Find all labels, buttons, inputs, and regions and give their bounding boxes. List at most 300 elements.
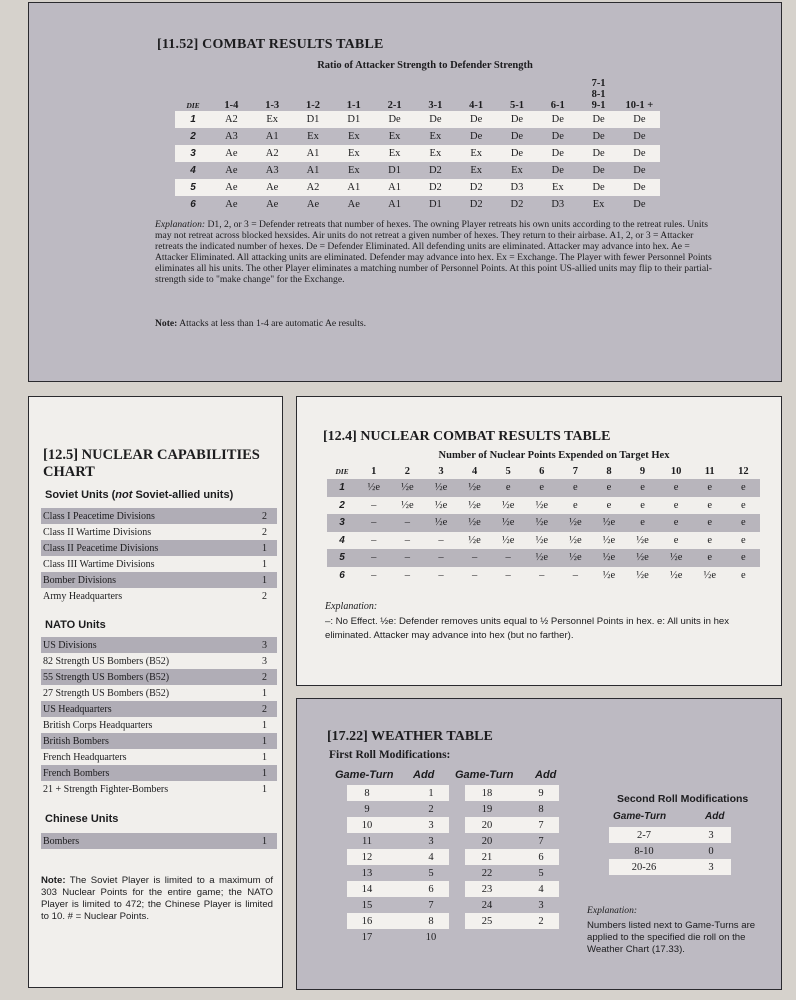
game-turn-value: 17 [361,931,373,943]
add-value: 2 [428,803,434,815]
points-column-header: 3 [438,465,444,477]
result-cell: ½e [468,499,481,511]
die-cell: 6 [339,569,345,581]
unit-name: Army Headquarters [43,590,123,602]
result-cell: – [357,549,391,567]
add-header: Add [705,811,725,822]
list-item [41,669,277,685]
result-cell: Ex [347,131,360,142]
result-cell: ½e [659,549,693,567]
odds-column-header: 2-1 [387,100,402,111]
list-item [41,540,277,556]
unit-name: French Headquarters [43,751,127,763]
add-value: 7 [428,899,434,911]
unit-name: French Bombers [43,767,110,779]
table-row [327,567,760,585]
result-cell: e [693,549,727,567]
result-cell: ½e [468,534,481,546]
result-cell: ½e [569,534,582,546]
combat-results-explanation [155,219,715,286]
die-cell: 2 [339,499,345,511]
add-value: 1 [428,787,434,799]
list-item [41,556,277,572]
list-item [609,827,731,843]
result-cell: – [371,534,377,546]
explanation-label: Explanation: [587,905,638,916]
explanation-label: Explanation: [325,601,378,612]
add-value: 3 [708,861,714,873]
points-column-header: 6 [539,465,545,477]
list-item [465,913,559,929]
nuclear-points: 2 [262,526,267,538]
die-cell: 1 [327,479,357,497]
table-row [327,479,760,497]
result-cell: e [673,499,679,511]
add-value: 8 [538,803,544,815]
result-cell: ½e [501,534,515,546]
add-value: 8 [428,915,434,927]
result-cell: – [438,534,444,546]
odds-column-header: 6-1 [550,100,565,111]
list-item [465,785,559,801]
result-cell: e [727,549,761,567]
result-cell: e [693,514,727,532]
nuclear-points: 2 [262,590,267,602]
points-column-header: 2 [404,465,411,477]
list-item [347,817,449,833]
list-item [347,881,449,897]
table-row [175,145,660,162]
unit-name: Class II Wartime Divisions [43,526,152,538]
table-row [175,128,660,145]
weather-explanation: Numbers listed next to Game-Turns are applied to the specified die roll on the Weather Chart (17.33). [587,920,756,955]
result-cell: – [391,514,425,532]
result-cell: A1 [374,179,415,196]
odds-column-header: 1-2 [305,100,320,111]
result-cell: ½e [535,499,549,511]
game-turn-value: 8 [364,787,370,799]
combat-results-panel [28,2,782,382]
game-turn-value: 20-26 [631,861,657,873]
game-turn-value: 11 [361,835,373,847]
weather-table-title: [17.22] WEATHER TABLE [327,729,493,744]
result-cell: Ex [415,145,456,162]
unit-name: Class I Peacetime Divisions [43,510,155,522]
game-turn-header: Game-Turn [335,769,394,781]
nuclear-points: 1 [262,767,267,779]
soviet-units-list [41,508,277,604]
result-cell: D2 [510,199,524,210]
result-cell: e [740,534,746,546]
result-cell: A2 [252,145,293,162]
result-cell: De [497,145,538,162]
list-item [41,685,277,701]
list-item [41,637,277,653]
game-turn-value: 20 [481,835,493,847]
result-cell: A3 [265,165,279,176]
add-value: 3 [708,829,714,841]
result-cell: – [424,549,458,567]
nuclear-points: 1 [262,783,267,795]
add-value: 4 [538,883,544,895]
unit-name: Class II Peacetime Divisions [43,542,159,554]
list-item [41,701,277,717]
result-cell: – [404,534,411,546]
result-cell: Ae [306,199,320,210]
table-row [175,111,660,128]
add-value: 6 [538,851,544,863]
result-cell: Ex [592,199,605,210]
points-column-header: 11 [704,465,715,477]
table-row [327,532,760,550]
list-item [347,833,449,849]
result-cell: ½e [525,514,559,532]
first-roll-list-left [347,785,449,945]
weather-table-panel [296,698,782,990]
result-cell: e [727,479,761,497]
die-cell: 1 [175,111,211,128]
add-value: 4 [428,851,434,863]
game-turn-header: Game-Turn [455,769,514,781]
result-cell: ½e [602,569,616,581]
game-turn-value: 16 [361,915,373,927]
list-item [465,897,559,913]
unit-name: Class III Wartime Divisions [43,558,155,570]
result-cell: D3 [497,179,538,196]
odds-column-header: 10-1 + [625,100,654,111]
result-cell: D2 [415,179,456,196]
result-cell: e [727,514,761,532]
nato-units-list [41,637,277,797]
list-item [347,897,449,913]
combat-results-subtitle: Ratio of Attacker Strength to Defender Strength [317,60,533,71]
result-cell: e [740,569,746,581]
result-cell: ½e [458,479,492,497]
result-cell: Ae [225,199,238,210]
add-value: 3 [428,835,434,847]
result-cell: D1 [293,111,334,128]
result-cell: e [659,479,693,497]
result-cell: A1 [293,145,334,162]
result-cell: – [357,514,391,532]
result-cell: Ae [252,179,293,196]
result-cell: ½e [636,569,649,581]
result-cell: Ex [374,145,415,162]
game-turn-value: 18 [481,787,493,799]
game-turn-value: 21 [481,851,493,863]
list-item [465,833,559,849]
result-cell: De [374,111,415,128]
result-cell: Ae [266,199,279,210]
odds-column-header: 3-1 [428,100,443,111]
explanation-text: D1, 2, or 3 = Defender retreats that number of hexes. The owning Player retreats his own units according to the retreat rules. Units may not retreat across blocked hexsides. Air units do not retreat a given number of hexes. They return to their airbase. A1, 2, or 3 = Attacker retreats the indicated number of hexes. De = Defender Eliminated. All defending units are eliminated. Attacker may advance into hex. Ae = Attacker Eliminated. All attacking units are eliminated. Defender may advance into hex. Ex = Exchange. The Player with fewer Personnel Points eliminates all his units. The other Player eliminates a matching number of Personnel Points. At this point US-allied units may flip to their partial-strength side to "make change" for the Exchange. [155,219,712,286]
result-cell: e [592,479,626,497]
add-value: 9 [538,787,544,799]
list-item [41,572,277,588]
result-cell: Ae [211,179,252,196]
table-row [327,549,760,567]
nuclear-points: 1 [262,574,267,586]
result-cell: D2 [456,179,497,196]
list-item [41,833,277,849]
list-item [347,913,449,929]
points-column-header: 4 [471,465,478,477]
points-column-header: 10 [670,465,682,477]
game-turn-value: 14 [361,883,373,895]
result-cell: e [740,499,746,511]
result-cell: A2 [293,179,334,196]
first-roll-heading: First Roll Modifications: [329,749,451,761]
result-cell: e [559,479,593,497]
unit-name: 21 + Strength Fighter-Bombers [43,783,169,795]
combat-results-title: [11.52] COMBAT RESULTS TABLE [157,37,384,52]
nuclear-points: 2 [262,510,267,522]
first-roll-list-right [465,785,559,929]
unit-name: US Headquarters [43,703,112,715]
add-value: 5 [538,867,544,879]
result-cell: Ex [470,165,483,176]
add-header: Add [535,769,557,781]
die-header: DIE [186,101,200,110]
unit-name: Bomber Divisions [43,574,117,586]
add-value: 10 [425,931,437,943]
result-cell: ½e [592,514,626,532]
add-value: 2 [538,915,544,927]
list-item [41,508,277,524]
chinese-units-list [41,833,277,849]
nato-units-heading: NATO Units [45,619,106,631]
result-cell: – [572,569,578,581]
list-item [465,801,559,817]
game-turn-value: 24 [481,899,493,911]
result-cell: A1 [306,165,320,176]
game-turn-value: 25 [481,915,493,927]
nuclear-points: 3 [262,639,267,651]
list-item [41,524,277,540]
result-cell: ½e [501,499,515,511]
result-cell: e [491,479,525,497]
nuclear-points: 1 [262,719,267,731]
list-item [41,588,277,604]
result-cell: De [578,111,619,128]
result-cell: D2 [469,199,483,210]
list-item [465,849,559,865]
game-turn-value: 12 [361,851,373,863]
result-cell: – [471,569,478,581]
table-row [175,162,660,179]
nuclear-combat-results-panel [296,396,782,686]
add-value: 7 [538,819,544,831]
result-cell: De [470,131,483,142]
result-cell: ½e [391,479,425,497]
unit-name: 55 Strength US Bombers (B52) [43,671,170,683]
nuclear-capabilities-title: [12.5] NUCLEAR CAPABILITIES CHART [43,447,260,480]
result-cell: – [539,569,545,581]
chinese-units-heading: Chinese Units [45,813,119,825]
result-cell: ½e [401,499,414,511]
result-cell: Ex [307,131,319,142]
result-cell: Ex [511,165,523,176]
result-cell: De [592,131,605,142]
note-label: Note: [41,875,66,886]
nuclear-points: 3 [262,655,267,667]
result-cell: – [391,549,425,567]
game-turn-header: Game-Turn [613,811,667,822]
result-cell: e [707,499,713,511]
nuclear-points: 1 [262,687,267,699]
list-item [347,785,449,801]
result-cell: Ex [537,179,578,196]
die-cell: 6 [190,199,196,210]
list-item [347,849,449,865]
unit-name: Bombers [43,835,80,847]
nuclear-combat-explanation: –: No Effect. ½e: Defender removes units equal to ½ Personnel Points in hex. e: All units in hex eliminated. Attacker may advance into hex (but no farther). [325,616,730,641]
unit-name: British Corps Headquarters [43,719,153,731]
result-cell: De [537,111,578,128]
die-cell: 3 [327,514,357,532]
result-cell: De [619,179,660,196]
result-cell: De [633,131,646,142]
unit-name: US Divisions [43,639,97,651]
list-item [41,733,277,749]
result-cell: ½e [434,499,448,511]
add-value: 6 [428,883,434,895]
die-header: DIE [335,466,349,476]
list-item [41,717,277,733]
result-cell: e [525,479,559,497]
game-turn-value: 23 [481,883,493,895]
nuclear-capabilities-panel [28,396,283,988]
odds-column-header: 1-4 [224,100,239,111]
list-item [609,843,731,859]
points-column-header: 12 [738,465,749,477]
result-cell: Ex [347,165,360,176]
second-roll-list [609,827,731,875]
add-header: Add [413,769,435,781]
game-turn-value: 13 [361,867,373,879]
list-item [609,859,731,875]
odds-column-header: 4-1 [469,100,484,111]
result-cell: D2 [428,165,442,176]
nuclear-points: 1 [262,835,267,847]
list-item [465,817,559,833]
unit-name: 27 Strength US Bombers (B52) [43,687,170,699]
game-turn-value: 9 [364,803,370,815]
result-cell: De [633,199,646,210]
list-item [347,865,449,881]
list-item [347,801,449,817]
result-cell: – [505,569,511,581]
add-value: 7 [538,835,544,847]
result-cell: e [693,479,727,497]
result-cell: De [551,165,564,176]
result-cell: ½e [626,549,660,567]
result-cell: A3 [224,131,238,142]
game-turn-value: 2-7 [637,829,651,841]
unit-name: 82 Strength US Bombers (B52) [43,655,170,667]
game-turn-value: 20 [481,819,493,831]
result-cell: ½e [669,569,683,581]
list-item [347,929,449,945]
result-cell: – [371,499,377,511]
result-cell: ½e [636,534,649,546]
odds-column-header: 1-1 [346,100,361,111]
points-column-header: 8 [606,465,612,477]
add-value: 3 [428,819,434,831]
result-cell: Ex [388,131,401,142]
result-cell: Ae [347,199,360,210]
result-cell: De [619,145,660,162]
result-cell: e [573,499,578,511]
nuclear-combat-results-title: [12.4] NUCLEAR COMBAT RESULTS TABLE [323,429,611,444]
note-text: The Soviet Player is limited to a maximum of 303 Nuclear Points for the entire game; the NATO Player is limited to 472; the Chinese Player is limited to 10. # = Nuclear Points. [41,875,273,922]
result-cell: De [456,111,497,128]
result-cell: ½e [703,569,716,581]
result-cell: ½e [535,534,549,546]
soviet-units-heading: Soviet Units (not Soviet-allied units) [45,489,234,501]
result-cell: De [415,111,456,128]
table-row [327,514,760,532]
result-cell: – [458,549,492,567]
note-label: Note: [155,318,178,329]
result-cell: De [537,145,578,162]
odds-column-header: 1-3 [265,100,280,111]
points-column-header: 5 [505,465,511,477]
result-cell: Ae [225,165,238,176]
result-cell: ½e [592,549,626,567]
result-cell: e [673,534,679,546]
game-turn-value: 8-10 [634,845,654,857]
result-cell: De [551,131,564,142]
result-cell: Ex [252,111,293,128]
result-cell: ½e [357,479,391,497]
game-turn-value: 10 [361,819,373,831]
odds-column-header: 5-1 [509,100,524,111]
result-cell: e [606,499,612,511]
table-row [327,497,760,515]
result-cell: – [371,569,377,581]
result-cell: A1 [265,131,279,142]
result-cell: D1 [333,111,374,128]
result-cell: ½e [424,479,458,497]
result-cell: Ae [211,145,252,162]
nuclear-points: 1 [262,542,267,554]
add-value: 5 [428,867,434,879]
game-turn-value: 15 [361,899,373,911]
result-cell: ½e [424,514,458,532]
points-column-header: 9 [639,465,646,477]
list-item [465,881,559,897]
combat-results-table [175,71,660,213]
result-cell: A2 [211,111,252,128]
nuclear-combat-results-table [327,463,760,584]
die-cell: 4 [190,165,196,176]
result-cell: Ex [456,145,497,162]
result-cell: – [491,549,525,567]
result-cell: Ex [333,145,374,162]
result-cell: e [626,514,660,532]
table-row [175,179,660,196]
result-cell: e [640,499,645,511]
result-cell: D3 [551,199,565,210]
explanation-label: Explanation: [155,219,206,230]
result-cell: A1 [388,199,401,210]
result-cell: e [659,514,693,532]
list-item [41,749,277,765]
result-cell: – [404,569,411,581]
result-cell: De [592,165,605,176]
result-cell: ½e [559,549,593,567]
